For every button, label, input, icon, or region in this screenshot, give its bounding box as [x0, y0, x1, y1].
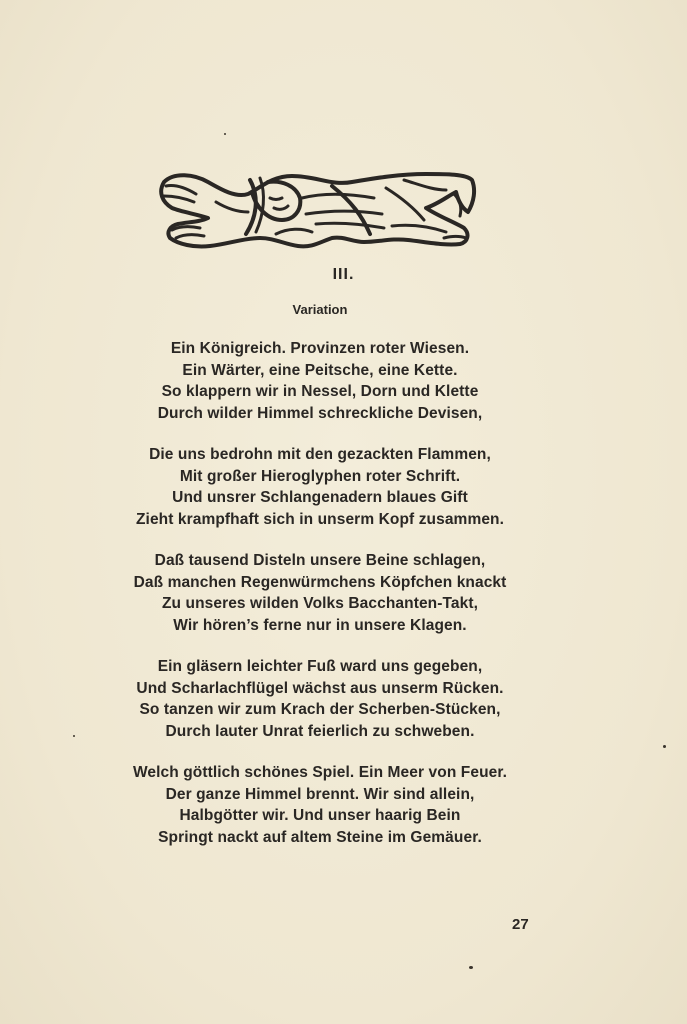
poem-line: Springt nackt auf altem Steine im Gemäuer. — [158, 828, 482, 846]
stanza — [0, 656, 640, 742]
poem-line: Zu unseres wilden Volks Bacchanten-Takt, — [161, 595, 479, 612]
poem-line: Daß manchen Regenwürmchens Köpfchen knackt — [133, 573, 507, 591]
paper-speck — [224, 133, 226, 135]
paper-speck — [469, 966, 473, 969]
stanza — [0, 550, 640, 636]
poem-line: Und Scharlachflügel wächst aus unserm Rücken. — [136, 679, 504, 697]
poem-line: Wir hören’s ferne nur in unsere Klagen. — [173, 616, 467, 634]
poem-line: Durch lauter Unrat feierlich zu schweben. — [165, 722, 475, 740]
paper-speck — [663, 745, 666, 748]
poem-line: Durch wilder Himmel schreckliche Devisen, — [157, 404, 483, 422]
stanza — [0, 444, 640, 530]
poem-line: Ein Wärter, eine Peitsche, eine Kette. — [182, 361, 458, 379]
poem-line: So tanzen wir zum Krach der Scherben-Stücken, — [139, 701, 501, 718]
poem-line: Mit großer Hieroglyphen roter Schrift. — [179, 467, 461, 485]
poem-line: Ein gläsern leichter Fuß ward uns gegeben, — [157, 658, 483, 675]
poem-line: Und unsrer Schlangenadern blaues Gift — [172, 489, 468, 506]
poem-line: Der ganze Himmel brennt. Wir sind allein, — [165, 785, 475, 803]
poem-line: Daß tausend Disteln unsere Beine schlagen, — [154, 552, 486, 569]
poem-line: Ein Königreich. Provinzen roter Wiesen. — [170, 340, 470, 357]
section-numeral: III. — [332, 266, 355, 283]
poem-line: Die uns bedrohn mit den gezackten Flammen, — [149, 446, 491, 463]
poem-line: Welch göttlich schönes Spiel. Ein Meer von Feuer. — [132, 764, 508, 781]
paper-speck — [73, 735, 75, 737]
poem-line: Halbgötter wir. Und unser haarig Bein — [179, 807, 461, 824]
poem-line: Zieht krampfhaft sich in unserm Kopf zusammen. — [135, 510, 505, 528]
page-number: 27 — [512, 916, 529, 933]
stanza — [0, 762, 640, 848]
reclining-figure-woodcut-icon — [156, 168, 478, 250]
poem-subtitle: Variation — [292, 302, 348, 317]
stanza — [0, 338, 640, 424]
poem-line: So klappern wir in Nessel, Dorn und Klette — [161, 383, 479, 400]
poem-body — [0, 338, 640, 868]
